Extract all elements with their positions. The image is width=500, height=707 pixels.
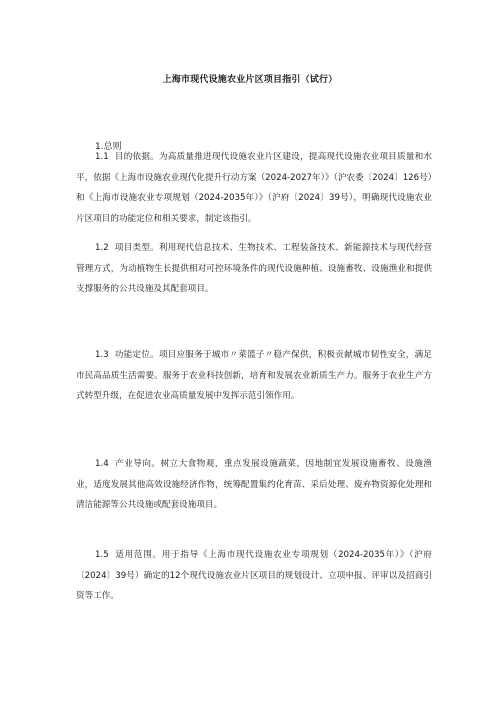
paragraph-1-1 xyxy=(76,147,432,229)
paragraph-1-2 xyxy=(76,238,432,300)
paragraph-1-5 xyxy=(76,545,432,607)
document-title: 上海市现代设施农业片区项目指引（试行） xyxy=(162,75,338,85)
paragraph-text: 项目类型。利用现代信息技术、生物技术、工程装备技术、新能源技术与现代经营管理方式，为动植物生长提供相对可控环境条件的现代设施种植、设施畜牧、设施渔业和提供支撑服务的公共设施及其配套项目。 xyxy=(76,243,432,294)
paragraph-number: 1.4 xyxy=(95,459,109,469)
paragraph-number: 1.2 xyxy=(95,243,109,253)
paragraph-number: 1.5 xyxy=(95,550,109,560)
paragraph-text: 目的依据。为高质量推进现代设施农业片区建设，提高现代设施农业项目质量和水平，依据《上海市设施农业现代化提升行动方案（2024-2027年）》（沪农委〔2024〕126号）和《上海市设施农业专项规划（2024-2035年）》（沪府〔2024〕39号），明确现代设施农业片区项目的功能定位和相关要求，制定该指引。 xyxy=(76,152,432,224)
paragraph-1-4 xyxy=(76,454,432,516)
paragraph-1-3 xyxy=(76,345,432,407)
paragraph-text: 适用范围。用于指导《上海市现代设施农业专项规划（2024-2035年）》（沪府〔2024〕39号）确定的12个现代设施农业片区项目的规划设计、立项申报、评审以及招商引资等工作。 xyxy=(76,550,432,601)
paragraph-text: 产业导向。树立大食物观，重点发展设施蔬菜，因地制宜发展设施畜牧、设施渔业，适度发展其他高效设施经济作物，统筹配置集约化育苗、采后处理、废弃物资源化处理和清洁能源等公共设施或配套设施项目。 xyxy=(76,459,432,510)
paragraph-number: 1.3 xyxy=(95,350,109,360)
paragraph-number: 1.1 xyxy=(95,152,109,162)
section-heading: 1.总则 xyxy=(95,142,122,152)
paragraph-text: 功能定位。项目应服务于城市〃菜篮子〃稳产保供，积极贡献城市韧性安全，满足市民高品质生活需要。服务于农业科技创新，培育和发展农业新质生产力。服务于农业生产方式转型升级，在促进农业高质量发展中发挥示范引领作用。 xyxy=(76,350,432,401)
